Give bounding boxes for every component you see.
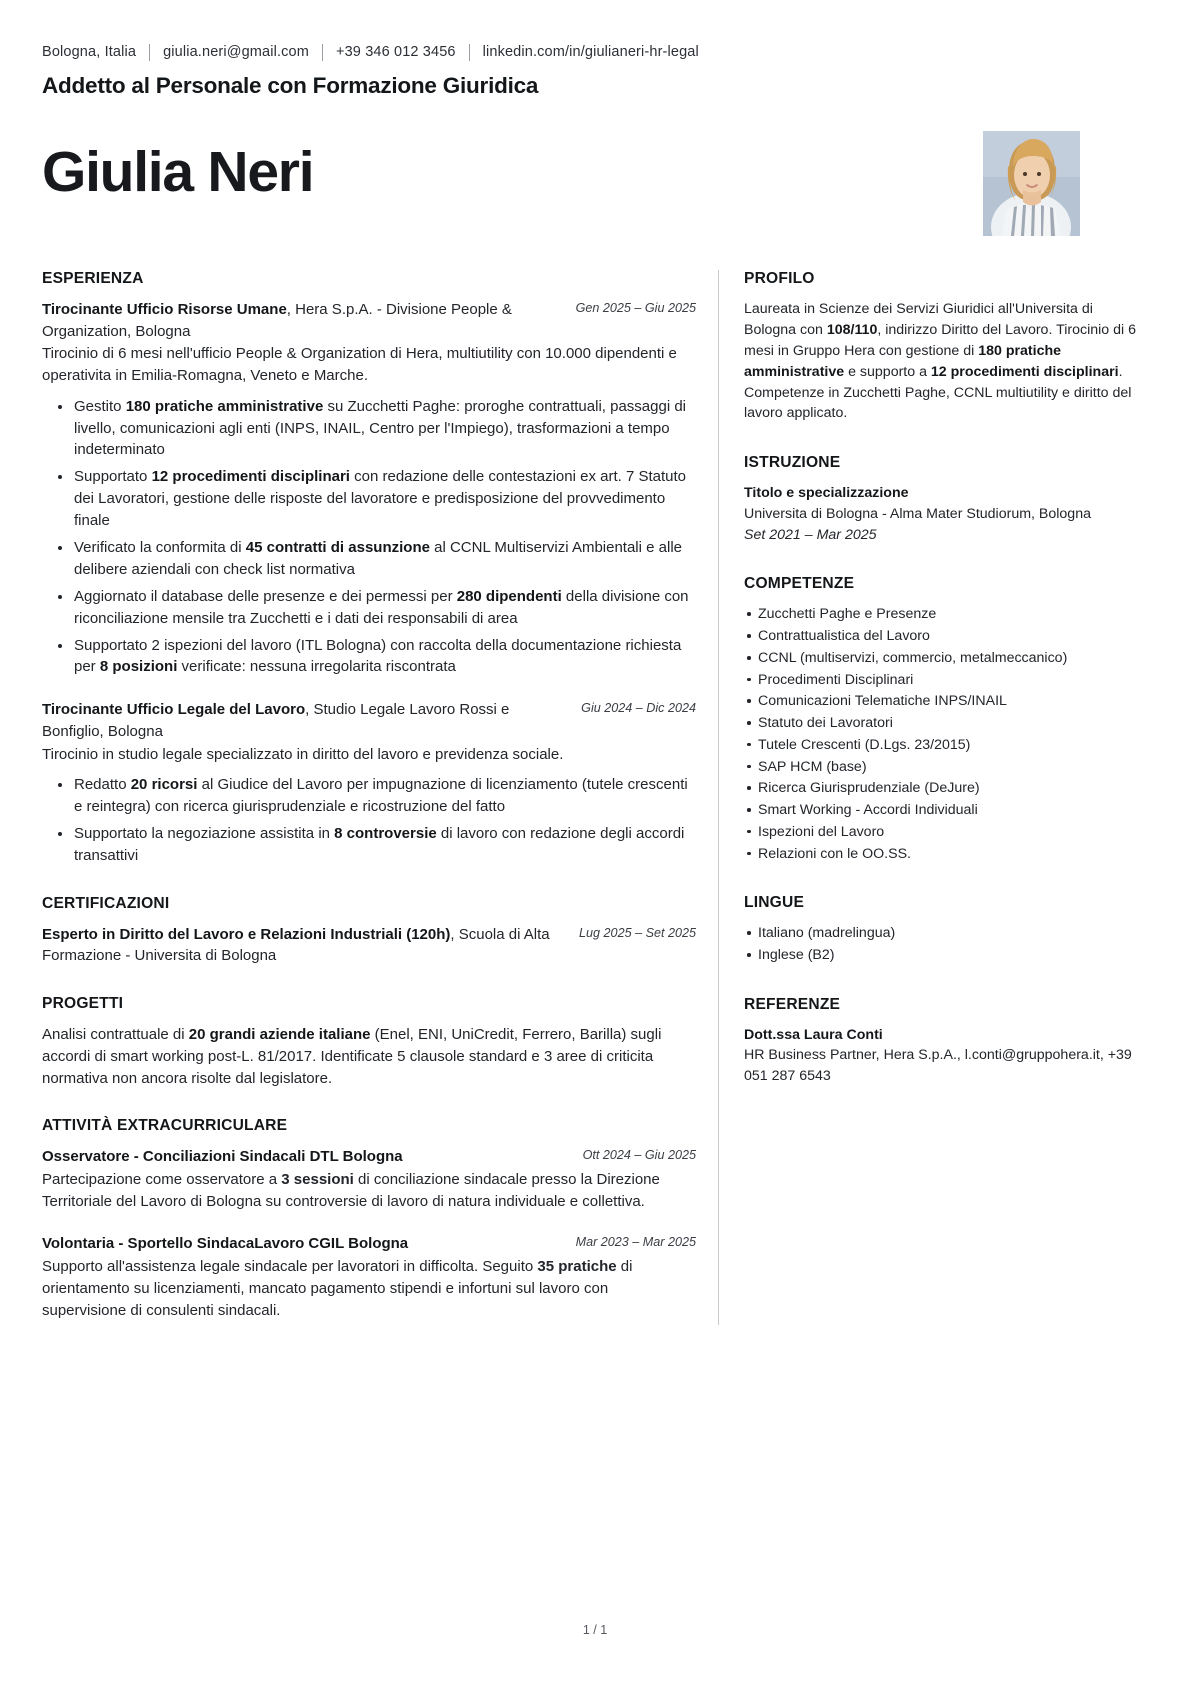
profile-highlight-1: 180 pratiche amministrative [744, 342, 1062, 380]
activity-text-bold: 35 pratiche [537, 1258, 617, 1275]
name-and-photo-row [42, 129, 1144, 236]
contact-location: Bologna, Italia [42, 44, 137, 60]
project-text-post: (Enel, ENI, UniCredit, Ferrero, Barilla) sugli accordi di smart working post-L. 81/2017. Identificate 5 clausole standard e 3 aree di criticita normativa non ancora risolte dal legislatore. [42, 1026, 662, 1087]
list-item [72, 774, 696, 818]
contact-line [42, 42, 1144, 62]
list-item [72, 823, 696, 867]
bullet-text-pre: Supportato 2 ispezioni del lavoro (ITL Bologna) con raccolta della documentazione richiesta per [74, 636, 682, 676]
experience-bullet-list [42, 396, 696, 679]
bullet-text-pre: Verificato la conformita di [74, 539, 246, 557]
activity-header [42, 1146, 696, 1168]
list-item [72, 537, 696, 581]
section-title-progetti: PROGETTI [42, 995, 124, 1013]
section-title-istruzione: ISTRUZIONE [744, 454, 841, 472]
contact-phone[interactable]: +39 346 012 3456 [335, 44, 456, 60]
section-title-referenze: REFERENZE [744, 995, 841, 1013]
activity-description [42, 1256, 696, 1321]
list-item: Smart Working - Accordi Individuali [758, 800, 1144, 821]
list-item: Comunicazioni Telematiche INPS/INAIL [758, 691, 1144, 712]
experience-bullet-list [42, 774, 696, 867]
bullet-text-post: con redazione delle contestazioni ex art. 7 Statuto dei Lavoratori, gestione delle risposte del lavoratore e predisposizione del provvedimento finale [74, 468, 687, 530]
section-title-certificazioni: CERTIFICAZIONI [42, 894, 170, 912]
bullet-text-bold: 8 controversie [334, 825, 437, 843]
experience-date: Giu 2024 – Dic 2024 [581, 701, 696, 716]
profile-text-1: Laureata in Scienze dei Servizi Giuridici all'Universita di Bologna con [744, 301, 1093, 338]
bullet-text-pre: Supportato la negoziazione assistita in [74, 825, 335, 843]
certification-header [42, 924, 696, 967]
activity-role: Osservatore - Conciliazioni Sindacali DTL Bologna [42, 1148, 403, 1166]
sidebar-column [719, 270, 1144, 1087]
list-item: Ricerca Giurisprudenziale (DeJure) [758, 778, 1144, 799]
activity-text-pre: Partecipazione come osservatore a [42, 1170, 282, 1188]
bullet-text-post: al Giudice del Lavoro per impugnazione di licenziamento (tutele crescenti e reintegra) con ricerca giurisprudenziale e ricostruzione del fatto [74, 776, 688, 816]
bullet-text-bold: 20 ricorsi [130, 776, 198, 794]
bullet-text-pre: Supportato [74, 468, 152, 486]
bullet-text-bold: 280 dipendenti [456, 587, 562, 605]
avatar [983, 131, 1080, 236]
experience-description: Tirocinio di 6 mesi nell'ufficio People & Organization di Hera, multiutility con 10.000 dipendenti e operativita in Emilia-Romagna, Veneto e Marche. [42, 345, 677, 384]
education-school: Universita di Bologna - Alma Mater Studiorum, Bologna [744, 505, 1091, 522]
contact-linkedin[interactable]: linkedin.com/in/giulianeri-hr-legal [482, 44, 699, 60]
activity-text-pre: Supporto all'assistenza legale sindacale per lavoratori in difficolta. Seguito [42, 1258, 538, 1275]
list-item [72, 396, 696, 462]
profile-grade: 108/110 [826, 321, 878, 338]
page-indicator: 1 / 1 [582, 1623, 608, 1637]
bullet-text-post: su Zucchetti Paghe: proroghe contrattuali, passaggi di livello, comunicazioni agli enti (INPS, INAIL, Centro per l'Impiego), trasformazioni a tempo indeterminato [74, 397, 686, 459]
experience-date: Gen 2025 – Giu 2025 [575, 301, 696, 315]
project-text-bold: 20 grandi aziende italiane [188, 1026, 371, 1044]
reference-details: HR Business Partner, Hera S.p.A., l.conti@gruppohera.it, +39 051 287 6543 [744, 1047, 1132, 1085]
list-item: Procedimenti Disciplinari [758, 670, 1144, 691]
education-date: Set 2021 – Mar 2025 [744, 526, 877, 543]
contact-separator [149, 44, 150, 61]
list-item: CCNL (multiservizi, commercio, metalmeccanico) [758, 648, 1144, 669]
professional-headline: Addetto al Personale con Formazione Giuridica [42, 73, 539, 98]
bullet-text-bold: 45 contratti di assunzione [245, 539, 430, 557]
experience-entry [42, 699, 696, 867]
profile-text-2: , indirizzo Diritto del Lavoro. Tirocinio di 6 mesi in Gruppo Hera con gestione di [744, 321, 1136, 359]
experience-header [42, 299, 696, 342]
contact-separator [469, 44, 470, 61]
certification-issuer: , Scuola di Alta Formazione - Universita di Bologna [42, 925, 550, 965]
activity-date: Ott 2024 – Giu 2025 [582, 1148, 696, 1163]
project-text-pre: Analisi contrattuale di [42, 1026, 189, 1044]
activity-text-post: di orientamento su licenziamenti, mancato pagamento stipendi e infortuni sul lavoro con supervisione di consulenti sindacali. [42, 1258, 633, 1319]
activity-entry [42, 1233, 696, 1321]
profile-text-4: . Competenze in Zucchetti Paghe, CCNL multiutility e diritto del lavoro applicato. [744, 363, 1132, 422]
experience-role: Tirocinante Ufficio Risorse Umane [42, 301, 287, 318]
skills-list [744, 604, 1144, 864]
experience-role: Tirocinante Ufficio Legale del Lavoro [42, 701, 306, 719]
body-columns [42, 270, 1144, 1325]
certification-entry [42, 924, 696, 967]
activity-entry [42, 1146, 696, 1212]
contact-email[interactable]: giulia.neri@gmail.com [163, 44, 309, 60]
portrait-photo-icon [983, 131, 1080, 236]
section-title-esperienza: ESPERIENZA [42, 270, 144, 287]
list-item [72, 586, 696, 630]
bullet-text-bold: 8 posizioni [99, 658, 178, 676]
bullet-text-post: al CCNL Multiservizi Ambientali e alle delibere aziendali con check list normativa [74, 539, 683, 578]
experience-company: , Hera S.p.A. - Divisione People & Organization, Bologna [42, 301, 512, 340]
activity-description [42, 1169, 696, 1213]
activity-text-bold: 3 sessioni [281, 1170, 354, 1188]
activity-date: Mar 2023 – Mar 2025 [575, 1235, 696, 1250]
list-item [72, 466, 696, 532]
experience-entry [42, 299, 696, 678]
list-item: Inglese (B2) [758, 945, 1144, 966]
education-degree: Titolo e specializzazione [744, 485, 909, 502]
contact-separator [322, 44, 323, 61]
certification-date: Lug 2025 – Set 2025 [579, 925, 696, 940]
list-item: Italiano (madrelingua) [758, 923, 1144, 944]
main-column [42, 270, 718, 1325]
list-item [72, 635, 696, 679]
profile-text-3: e supporto a [844, 363, 931, 380]
activity-role: Volontaria - Sportello SindacaLavoro CGIL Bologna [42, 1235, 409, 1253]
list-item: Ispezioni del Lavoro [758, 822, 1144, 843]
section-title-competenze: COMPETENZE [744, 575, 855, 593]
list-item: Statuto dei Lavoratori [758, 713, 1144, 734]
page-title: Giulia Neri [42, 140, 314, 204]
activity-header [42, 1233, 696, 1255]
list-item: SAP HCM (base) [758, 757, 1144, 778]
reference-name: Dott.ssa Laura Conti [744, 1026, 883, 1043]
section-title-lingue: LINGUE [744, 894, 805, 912]
bullet-text-pre: Gestito [74, 397, 126, 415]
list-item: Zucchetti Paghe e Presenze [758, 604, 1144, 625]
experience-description: Tirocinio in studio legale specializzato in diritto del lavoro e previdenza sociale. [42, 745, 564, 763]
languages-list [744, 923, 1144, 965]
bullet-text-bold: 12 procedimenti disciplinari [151, 468, 350, 486]
bullet-text-post: verificate: nessuna irregolarita riscontrata [177, 658, 456, 676]
certification-name: Esperto in Diritto del Lavoro e Relazioni Industriali (120h) [42, 925, 451, 943]
experience-company: , Studio Legale Lavoro Rossi e Bonfiglio, Bologna [42, 701, 510, 740]
section-title-profilo: PROFILO [744, 270, 815, 287]
section-title-attivita: ATTIVITÀ EXTRACURRICULARE [42, 1117, 288, 1135]
profile-summary [744, 299, 1144, 424]
bullet-text-pre: Aggiornato il database delle presenze e dei permessi per [74, 587, 457, 605]
bullet-text-pre: Redatto [74, 776, 131, 794]
bullet-text-post: di lavoro con redazione degli accordi transattivi [74, 825, 685, 864]
list-item: Contrattualistica del Lavoro [758, 626, 1144, 647]
profile-highlight-2: 12 procedimenti disciplinari [930, 363, 1119, 380]
list-item: Tutele Crescenti (D.Lgs. 23/2015) [758, 735, 1144, 756]
experience-header [42, 699, 696, 742]
bullet-text-bold: 180 pratiche amministrative [125, 397, 324, 415]
list-item: Relazioni con le OO.SS. [758, 844, 1144, 865]
bullet-text-post: della divisione con riconciliazione mensile tra Zucchetti e i dati dei responsabili di area [74, 587, 689, 627]
project-description [42, 1024, 696, 1089]
activity-text-post: di conciliazione sindacale presso la Direzione Territoriale del Lavoro di Bologna su controversie di lavoro di natura individuale e collettiva. [42, 1170, 660, 1210]
